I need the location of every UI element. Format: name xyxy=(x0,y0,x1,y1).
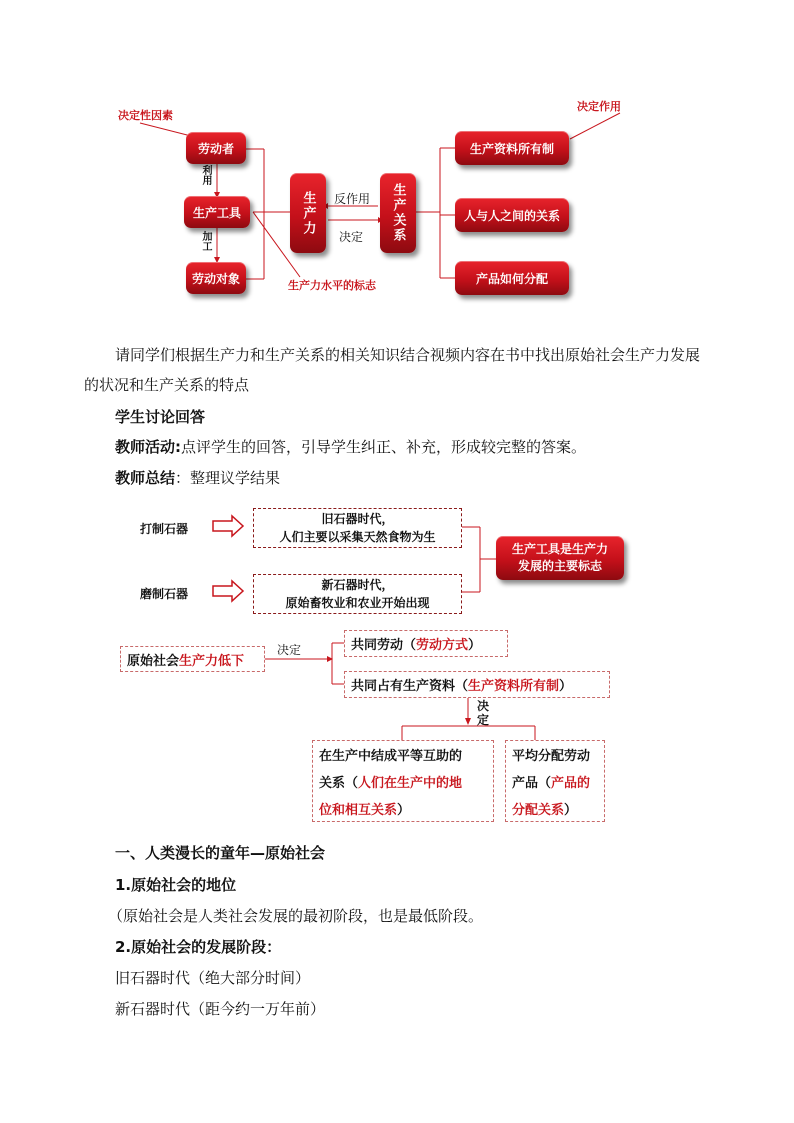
paleolithic-line2: 人们主要以采集天然食物为生 xyxy=(279,530,436,544)
paleolithic-line1: 旧石器时代， xyxy=(321,512,394,526)
arrow-chipped-icon xyxy=(213,516,243,536)
distrib-line-b: 产品（ xyxy=(512,776,552,791)
equal-line-c-red: 位和相互关系 xyxy=(319,803,398,818)
section-heading: 一、人类漫长的童年—原始社会 xyxy=(115,844,326,862)
status-text: （原始社会是人类社会发展的最初阶段，也是最低阶段。 xyxy=(108,907,484,925)
reaction-label: 反作用 xyxy=(334,192,371,206)
subheading-stages: 2.原始社会的发展阶段： xyxy=(115,938,282,956)
note-productivity-sign: 生产力水平的标志 xyxy=(288,279,376,292)
distrib-line-c-end: ） xyxy=(564,803,578,818)
teacher-activity-text: 点评学生的回答，引导学生纠正、补充，形成较完整的答案。 xyxy=(181,438,587,456)
equal-line-b-red: 人们在生产中的地 xyxy=(358,776,463,791)
use-label: 利用 xyxy=(200,165,211,185)
subheading-status: 1.原始社会的地位 xyxy=(115,876,237,894)
distrib-line-c-red: 分配关系 xyxy=(512,803,565,818)
common-labor-end: ） xyxy=(468,638,482,653)
distrib-line-b-red: 产品的 xyxy=(551,776,591,791)
decide-label: 决定 xyxy=(339,230,364,244)
arrow-polished-icon xyxy=(213,581,243,601)
common-own-red: 生产资料所有制 xyxy=(468,679,560,694)
tool-sign-box xyxy=(496,536,624,580)
primitive-low: 生产力低下 xyxy=(179,653,245,669)
stage-paleolithic: 旧石器时代（绝大部分时间） xyxy=(115,969,311,987)
neolithic-box xyxy=(253,574,462,614)
primitive-society-diagram xyxy=(110,500,650,830)
equal-line-b: 关系（ xyxy=(319,776,359,791)
teacher-activity xyxy=(115,432,586,462)
relations-box: 生产关系 xyxy=(380,173,416,253)
common-labor-red: 劳动方式 xyxy=(416,638,469,653)
common-ownership-box xyxy=(344,671,610,698)
laborer-box: 劳动者 xyxy=(186,132,246,164)
decide-label-2: 决定 xyxy=(477,699,490,727)
process-label: 加工 xyxy=(200,231,211,251)
primitive-productivity-box xyxy=(120,646,265,672)
neolithic-line1: 新石器时代， xyxy=(321,578,394,592)
discussion-heading: 学生讨论回答 xyxy=(115,408,206,426)
productivity-box: 生产力 xyxy=(290,173,326,253)
object-box: 劳动对象 xyxy=(186,262,246,294)
equal-line-c-end: ） xyxy=(397,803,411,818)
stage-neolithic: 新石器时代（距今约一万年前） xyxy=(115,1000,326,1018)
note-decisive-role: 决定作用 xyxy=(577,100,621,113)
productivity-relations-diagram xyxy=(110,95,650,310)
distrib-line-a: 平均分配劳动 xyxy=(512,749,591,764)
common-own-prefix: 共同占有生产资料（ xyxy=(351,679,469,694)
polished-stone-label: 磨制石器 xyxy=(140,587,189,601)
tool-sign-line2: 发展的主要标志 xyxy=(517,559,602,573)
teacher-summary-label: 教师总结 xyxy=(115,469,176,487)
neolithic-line2: 原始畜牧业和农业开始出现 xyxy=(285,596,430,610)
chipped-stone-label: 打制石器 xyxy=(140,522,189,536)
intro-paragraph: 请同学们根据生产力和生产关系的相关知识结合视频内容在书中找出原始社会生产力发展的状况和生产关系的特点 xyxy=(84,346,701,394)
common-labor-box xyxy=(344,630,508,657)
primitive-prefix: 原始社会 xyxy=(127,653,180,669)
teacher-summary-text: ：整理议学结果 xyxy=(175,469,281,487)
note-decisive-factor: 决定性因素 xyxy=(118,109,173,122)
paleolithic-box xyxy=(253,508,462,548)
tool-box: 生产工具 xyxy=(184,196,250,228)
ownership-box: 生产资料所有制 xyxy=(455,131,569,165)
equal-distribution-box xyxy=(505,740,605,822)
teacher-activity-label: 教师活动: xyxy=(115,438,181,456)
relationship-box: 人与人之间的关系 xyxy=(455,198,569,232)
decide-label-1: 决定 xyxy=(277,643,302,657)
equal-line-a: 在生产中结成平等互助的 xyxy=(319,749,463,764)
teacher-summary xyxy=(115,463,280,493)
tool-sign-line1: 生产工具是生产力 xyxy=(511,542,608,556)
common-labor-prefix: 共同劳动（ xyxy=(351,638,417,653)
equal-relations-box xyxy=(312,740,494,822)
distribution-box: 产品如何分配 xyxy=(455,261,569,295)
common-own-end: ） xyxy=(559,679,573,694)
